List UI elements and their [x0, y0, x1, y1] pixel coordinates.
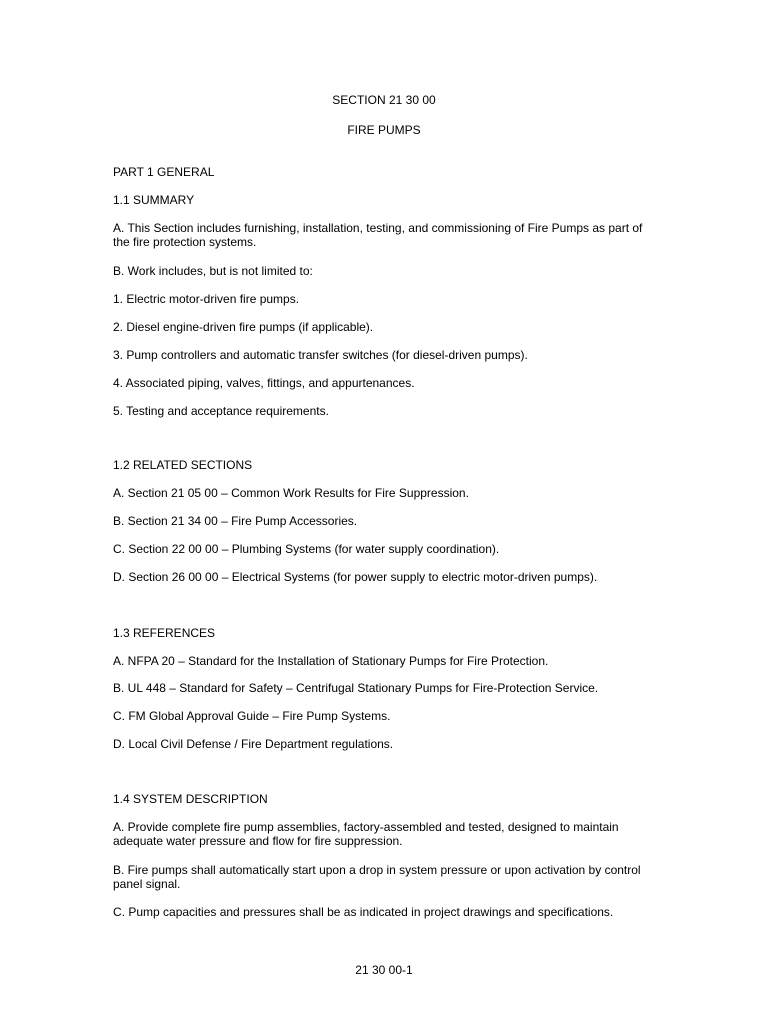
summary-list-item: 3. Pump controllers and automatic transfer switches (for diesel-driven pumps).: [113, 348, 528, 362]
system-paragraph-b: B. Fire pumps shall automatically start upon a drop in system pressure or upon activation by control panel signal.: [113, 863, 641, 891]
system-description-heading: 1.4 SYSTEM DESCRIPTION: [113, 792, 268, 806]
related-section-item: A. Section 21 05 00 – Common Work Results for Fire Suppression.: [113, 486, 469, 500]
summary-list-item: 1. Electric motor-driven fire pumps.: [113, 292, 300, 306]
part-heading: PART 1 GENERAL: [113, 165, 215, 179]
references-heading: 1.3 REFERENCES: [113, 626, 216, 640]
section-number: SECTION 21 30 00: [332, 93, 436, 107]
summary-list-item: 4. Associated piping, valves, fittings, and appurtenances.: [113, 376, 415, 390]
section-title: FIRE PUMPS: [347, 123, 421, 137]
related-section-item: B. Section 21 34 00 – Fire Pump Accessories.: [113, 514, 358, 528]
summary-list-item: 2. Diesel engine-driven fire pumps (if applicable).: [113, 320, 374, 334]
related-sections-heading: 1.2 RELATED SECTIONS: [113, 458, 253, 472]
reference-item: A. NFPA 20 – Standard for the Installation of Stationary Pumps for Fire Protection.: [113, 654, 549, 668]
summary-list-item: 5. Testing and acceptance requirements.: [113, 404, 329, 418]
summary-heading: 1.1 SUMMARY: [113, 193, 195, 207]
page-number: 21 30 00-1: [355, 963, 413, 977]
reference-item: C. FM Global Approval Guide – Fire Pump Systems.: [113, 709, 391, 723]
summary-paragraph-b: B. Work includes, but is not limited to:: [113, 264, 313, 278]
system-paragraph-c: C. Pump capacities and pressures shall be as indicated in project drawings and specifications.: [113, 905, 614, 919]
system-paragraph-a: A. Provide complete fire pump assemblies, factory-assembled and tested, designed to maintain adequate water pressure and flow for fire suppression.: [113, 820, 619, 848]
reference-item: D. Local Civil Defense / Fire Department regulations.: [113, 737, 394, 751]
related-section-item: C. Section 22 00 00 – Plumbing Systems (for water supply coordination).: [113, 542, 500, 556]
reference-item: B. UL 448 – Standard for Safety – Centrifugal Stationary Pumps for Fire-Protection Service.: [113, 681, 599, 695]
summary-paragraph-a: A. This Section includes furnishing, installation, testing, and commissioning of Fire Pumps as part of the fire protection systems.: [113, 221, 643, 249]
related-section-item: D. Section 26 00 00 – Electrical Systems (for power supply to electric motor-driven pumps).: [113, 570, 598, 584]
